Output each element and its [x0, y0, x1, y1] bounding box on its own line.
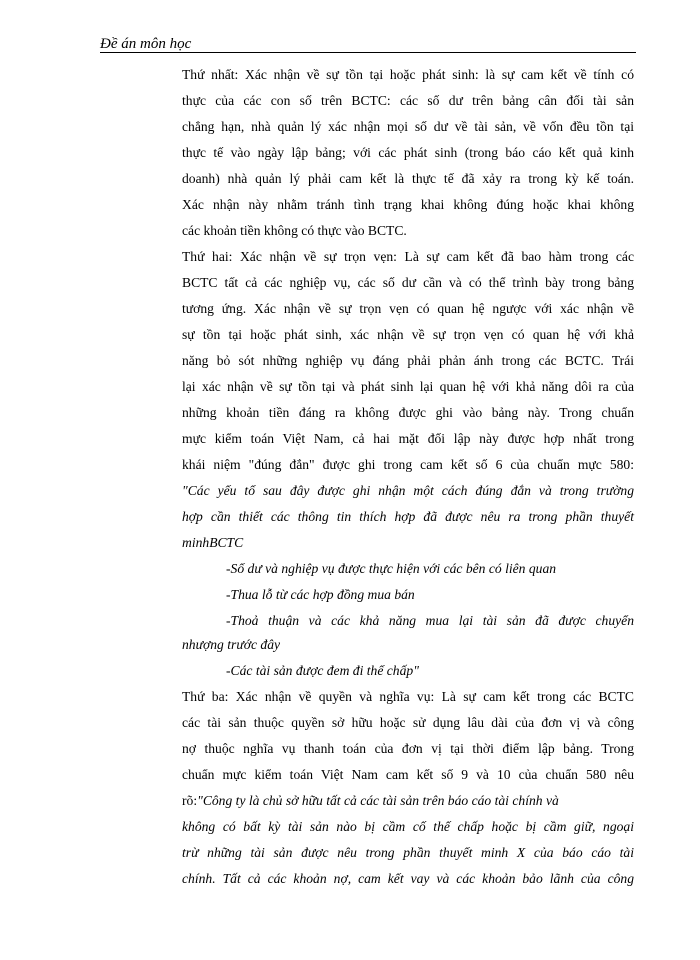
text-line: khái niệm "đúng đắn" được ghi trong cam kết số 6 của chuẩn mực 580:	[182, 457, 634, 472]
text-line: những khoản tiền đáng ra không được ghi vào bảng này. Trong chuẩn	[182, 405, 634, 420]
text-line: chuẩn mực kiểm toán Việt Nam cam kết số 9 và 10 của chuẩn 580 nêu	[182, 767, 634, 782]
text-line	[182, 792, 634, 809]
quote-list-item: -Các tài sản được đem đi thế chấp"	[226, 663, 419, 678]
quote-line: trừ những tài sản được nêu trong phần thuyết minh X của báo cáo tài	[182, 845, 634, 860]
quote-line: minhBCTC	[182, 535, 244, 550]
text-line: nợ thuộc nghĩa vụ thanh toán của đơn vị tại thời điểm lập bảng. Trong	[182, 741, 634, 756]
text-line: các khoản tiền không có thực vào BCTC.	[182, 223, 407, 238]
quote-fragment: "Công ty là chủ sở hữu tất cả các tài sản trên báo cáo tài chính và	[197, 793, 559, 808]
quote-line: nhượng trước đây	[182, 637, 281, 652]
text-line: các tài sản thuộc quyền sở hữu hoặc sử dụng lâu dài của đơn vị và công	[182, 715, 634, 730]
text-line: Thứ nhất: Xác nhận về sự tồn tại hoặc phát sinh: là sự cam kết về tính có	[182, 67, 634, 82]
text-line: doanh) nhà quản lý phải cam kết là thực tế đã xảy ra trong kỳ kế toán.	[182, 171, 634, 186]
text-line: tương ứng. Xác nhận về sự trọn vẹn có quan hệ ngược với xác nhận về	[182, 301, 634, 316]
text-line: mực kiểm toán Việt Nam, cả hai mặt đối lập này được hợp nhất trong	[182, 431, 634, 446]
text-line: Thứ ba: Xác nhận về quyền và nghĩa vụ: Là sự cam kết trong các BCTC	[182, 689, 634, 704]
text-line: Xác nhận này nhằm tránh tình trạng khai không đúng hoặc khai không	[182, 197, 634, 212]
text-fragment: rõ:	[182, 793, 198, 808]
quote-line: "Các yếu tố sau đây được ghi nhận một cách đúng đắn và trong trường	[182, 483, 634, 498]
quote-list-item: -Thua lỗ từ các hợp đồng mua bán	[226, 587, 415, 602]
quote-list-item: -Thoả thuận và các khả năng mua lại tài sản đã được chuyển	[226, 613, 634, 628]
header-divider	[100, 52, 636, 53]
document-header-title: Đề án môn học	[100, 36, 192, 52]
text-line: BCTC tất cả các nghiệp vụ, các số dư cần và có thể trình bày trong bảng	[182, 275, 634, 290]
text-line: năng bỏ sót những nghiệp vụ đáng phải phản ánh trong các BCTC. Trái	[182, 353, 634, 368]
text-line: thực tế vào ngày lập bảng; với các phát sinh (trong báo cáo kết quả kinh	[182, 145, 634, 160]
text-line: chẳng hạn, nhà quản lý xác nhận mọi số dư về tài sản, về vốn đều tồn tại	[182, 119, 634, 134]
text-line: thực của các con số trên BCTC: các số dư trên bảng cân đối tài sản	[182, 93, 634, 108]
text-line: Thứ hai: Xác nhận về sự trọn vẹn: Là sự cam kết đã bao hàm trong các	[182, 249, 634, 264]
text-line: lại xác nhận về sự tồn tại và phát sinh lại quan hệ với khả năng dôi ra của	[182, 379, 634, 394]
text-line: sự tồn tại hoặc phát sinh, xác nhận về sự trọn vẹn có quan hệ với khả	[182, 327, 634, 342]
quote-line: chính. Tất cả các khoản nợ, cam kết vay và các khoản bảo lãnh của công	[182, 871, 634, 886]
quote-line: hợp cần thiết các thông tin thích hợp đã được nêu ra trong phần thuyết	[182, 509, 634, 524]
quote-list-item: -Số dư và nghiệp vụ được thực hiện với các bên có liên quan	[226, 561, 557, 576]
quote-line: không có bất kỳ tài sản nào bị cầm cố thế chấp hoặc bị cầm giữ, ngoại	[182, 819, 634, 834]
